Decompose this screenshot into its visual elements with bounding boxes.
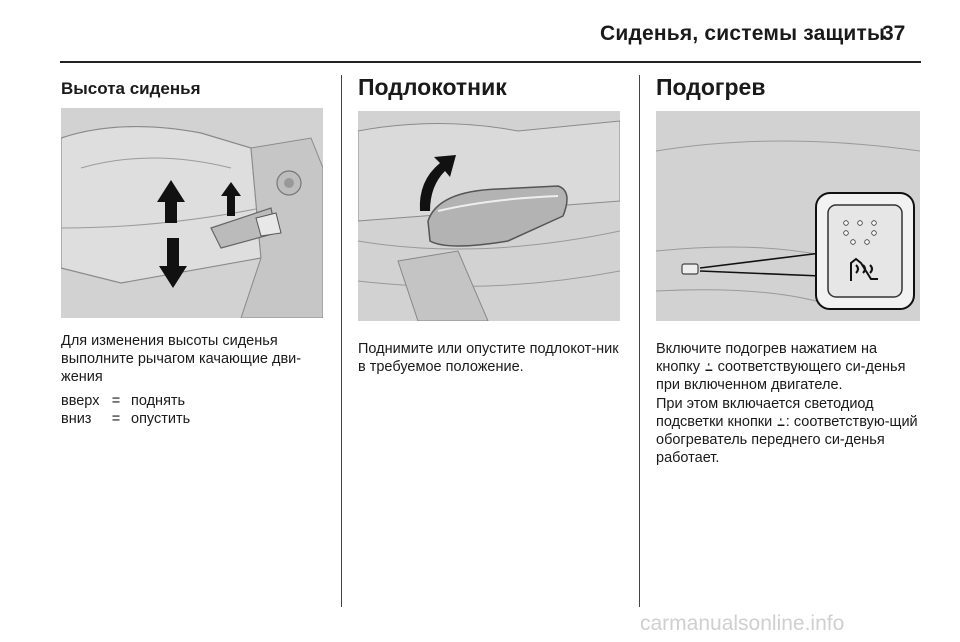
direction-value: поднять xyxy=(131,393,186,409)
seat-height-figure xyxy=(61,108,323,318)
section-seat-height xyxy=(61,74,323,99)
equals-sign: = xyxy=(111,411,121,427)
watermark: carmanualsonline.info xyxy=(640,612,845,635)
equals-sign: = xyxy=(111,393,121,409)
armrest-text: Поднимите или опустите подлокот-ник в требуемое положение. xyxy=(358,341,619,375)
direction-key: вверх xyxy=(61,393,100,409)
header-divider xyxy=(60,61,921,63)
section-heading-armrest: Подлокотник xyxy=(358,74,507,100)
page-header-title: Сиденья, системы защиты xyxy=(600,22,886,45)
direction-key: вниз xyxy=(61,411,92,427)
section-heating xyxy=(656,74,920,101)
column-divider-right xyxy=(639,75,640,607)
seat-height-directions xyxy=(61,392,190,428)
seat-height-text: Для изменения высоты сиденья выполните рычагом качающие дви-жения xyxy=(61,333,302,385)
page-number: 37 xyxy=(882,22,906,45)
column-divider-left xyxy=(341,75,342,607)
section-heading-heating: Подогрев xyxy=(656,74,766,100)
direction-row xyxy=(61,410,190,428)
heating-text-2: При этом включается светодиод подсветки кнопки ߑ: соответствую-щий обогреватель переднего си-денья работает. xyxy=(656,396,918,466)
direction-row xyxy=(61,392,190,410)
section-armrest xyxy=(358,74,620,101)
heating-figure xyxy=(656,111,920,321)
section-heading-seat-height: Высота сиденья xyxy=(61,79,201,98)
armrest-figure xyxy=(358,111,620,321)
heating-text-1: Включите подогрев нажатием на кнопку ߑ соответствующего си-денья при включенном двигателе. xyxy=(656,341,906,393)
direction-value: опустить xyxy=(131,411,191,427)
